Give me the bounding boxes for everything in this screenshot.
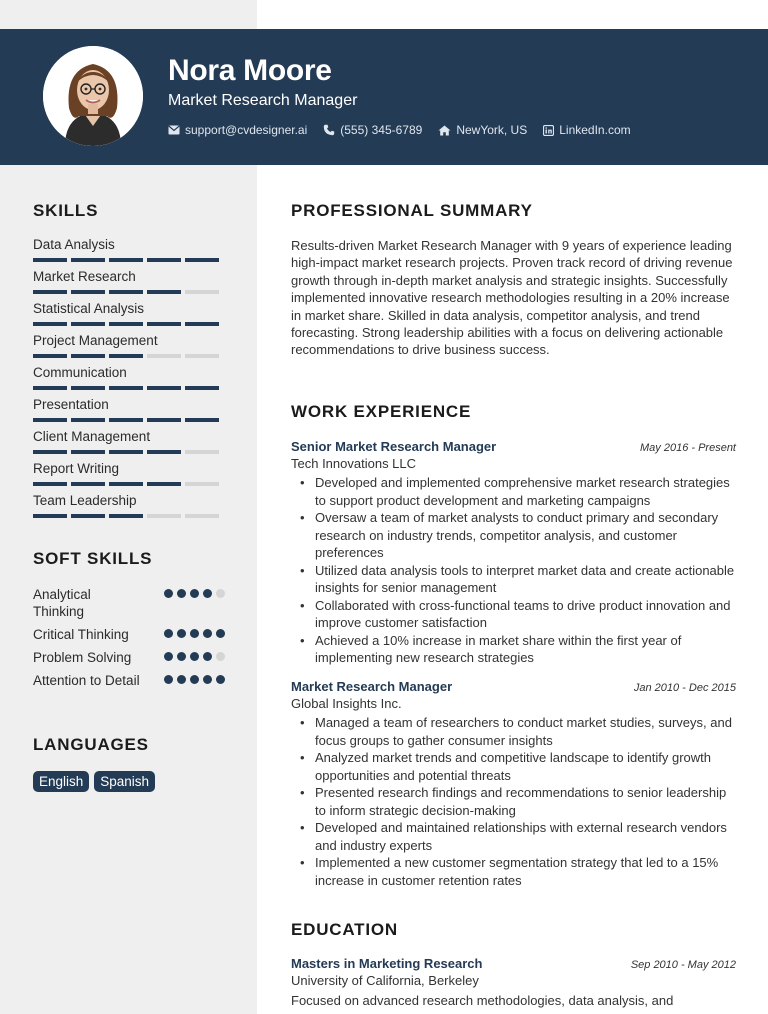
skill-list <box>33 237 223 525</box>
soft-skill-item <box>33 672 225 689</box>
soft-skill-rating <box>164 675 225 684</box>
language-badge: English <box>33 771 89 792</box>
language-badge: Spanish <box>94 771 155 792</box>
skill-level-segment <box>33 386 67 390</box>
job-dates: Jan 2010 - Dec 2015 <box>633 682 736 694</box>
rating-dot <box>177 629 186 638</box>
skill-level-bar <box>33 258 223 262</box>
rating-dot <box>190 652 199 661</box>
school-name: University of California, Berkeley <box>291 973 479 988</box>
rating-dot <box>164 629 173 638</box>
job-bullet: • Implemented a new customer segmentation strategy that led to a 15% increase in customer retention rates <box>291 854 736 889</box>
rating-dot <box>216 589 225 598</box>
contact-email[interactable] <box>168 123 307 137</box>
envelope-icon <box>168 125 180 135</box>
job-company: Tech Innovations LLC <box>291 456 417 471</box>
skill-level-segment <box>109 450 143 454</box>
skill-item <box>33 397 223 429</box>
skill-name: Project Management <box>33 333 158 348</box>
job-role: Senior Market Research Manager <box>291 439 497 454</box>
job-bullets <box>291 474 736 667</box>
candidate-title: Market Research Manager <box>168 92 358 109</box>
skill-item <box>33 429 223 461</box>
skill-level-segment <box>71 386 105 390</box>
skill-level-segment <box>33 354 67 358</box>
skill-level-segment <box>147 482 181 486</box>
skill-level-segment <box>147 514 181 518</box>
skill-level-bar <box>33 418 223 422</box>
skill-level-segment <box>147 258 181 262</box>
soft-skill-rating <box>164 629 225 638</box>
skill-level-segment <box>33 322 67 326</box>
soft-skill-name: Problem Solving <box>33 650 132 665</box>
skill-name: Team Leadership <box>33 493 137 508</box>
skill-level-segment <box>33 418 67 422</box>
skill-level-segment <box>185 514 219 518</box>
rating-dot <box>177 652 186 661</box>
skill-level-segment <box>109 322 143 326</box>
skill-level-segment <box>147 354 181 358</box>
skill-name: Communication <box>33 365 127 380</box>
soft-skill-rating <box>164 652 225 661</box>
skill-level-segment <box>185 482 219 486</box>
education-dates: Sep 2010 - May 2012 <box>630 959 736 971</box>
home-icon <box>438 125 451 136</box>
job-company: Global Insights Inc. <box>291 696 402 711</box>
soft-skill-name: Critical Thinking <box>33 627 129 642</box>
soft-skill-rating <box>164 589 225 598</box>
skill-level-segment <box>71 258 105 262</box>
skill-level-segment <box>33 258 67 262</box>
skill-item <box>33 333 223 365</box>
skill-level-segment <box>33 482 67 486</box>
skill-name: Presentation <box>33 397 109 412</box>
skill-item <box>33 493 223 525</box>
rating-dot <box>190 589 199 598</box>
rating-dot <box>164 675 173 684</box>
skill-level-bar <box>33 354 223 358</box>
job-bullet: • Managed a team of researchers to conduct market studies, surveys, and focus groups to gather consumer insights <box>291 714 736 749</box>
skill-level-segment <box>185 258 219 262</box>
soft-skill-item <box>33 586 225 620</box>
education-description: Focused on advanced research methodologies, data analysis, and <box>291 993 674 1008</box>
skill-item <box>33 269 223 301</box>
soft-skill-item <box>33 626 225 643</box>
job-dates: May 2016 - Present <box>640 442 736 454</box>
skill-level-segment <box>185 386 219 390</box>
rating-dot <box>164 652 173 661</box>
skill-item <box>33 461 223 493</box>
skill-level-bar <box>33 482 223 486</box>
skill-level-segment <box>185 418 219 422</box>
skill-level-segment <box>109 290 143 294</box>
job-bullet: • Utilized data analysis tools to interpret market data and create actionable insights for senior management <box>291 562 736 597</box>
skill-level-segment <box>147 322 181 326</box>
rating-dot <box>190 675 199 684</box>
education-heading: EDUCATION <box>291 920 398 939</box>
job-entry <box>291 439 736 667</box>
candidate-name: Nora Moore <box>168 54 332 87</box>
skill-level-segment <box>71 290 105 294</box>
skill-item <box>33 237 223 269</box>
education-entry <box>291 956 736 1010</box>
rating-dot <box>164 589 173 598</box>
skill-level-segment <box>109 514 143 518</box>
rating-dot <box>203 629 212 638</box>
skill-level-segment <box>185 322 219 326</box>
job-bullet: • Collaborated with cross-functional teams to drive product innovation and improve customer satisfaction <box>291 597 736 632</box>
summary-heading: PROFESSIONAL SUMMARY <box>291 201 533 220</box>
skill-level-bar <box>33 290 223 294</box>
degree-name: Masters in Marketing Research <box>291 956 483 971</box>
job-role: Market Research Manager <box>291 679 453 694</box>
skill-level-segment <box>109 258 143 262</box>
skill-level-segment <box>33 450 67 454</box>
skill-level-segment <box>185 290 219 294</box>
skill-name: Market Research <box>33 269 136 284</box>
skill-level-bar <box>33 386 223 390</box>
skill-level-segment <box>33 290 67 294</box>
job-bullet: • Presented research findings and recommendations to senior leadership to inform strategic decision-making <box>291 784 736 819</box>
skill-level-segment <box>33 514 67 518</box>
skill-level-bar <box>33 450 223 454</box>
skill-item <box>33 301 223 333</box>
linkedin-text: LinkedIn.com <box>559 123 631 137</box>
rating-dot <box>216 629 225 638</box>
linkedin-icon <box>543 125 554 136</box>
skill-name: Report Writing <box>33 461 120 476</box>
job-entry <box>291 679 736 889</box>
job-bullet: • Achieved a 10% increase in market share within the first year of implementing new research strategies <box>291 632 736 667</box>
skill-name: Client Management <box>33 429 151 444</box>
skill-level-segment <box>109 354 143 358</box>
job-bullet: • Developed and maintained relationships with external research vendors and industry experts <box>291 819 736 854</box>
profile-photo <box>43 46 143 146</box>
skill-level-segment <box>71 450 105 454</box>
soft-skill-item <box>33 649 225 666</box>
contact-row <box>168 123 631 137</box>
skill-level-segment <box>71 354 105 358</box>
job-bullet: • Analyzed market trends and competitive landscape to identify growth opportunities and potential threats <box>291 749 736 784</box>
job-bullets <box>291 714 736 889</box>
skill-level-segment <box>71 514 105 518</box>
soft-skill-list <box>33 586 225 695</box>
skill-level-segment <box>147 450 181 454</box>
phone-icon <box>323 124 335 136</box>
rating-dot <box>177 589 186 598</box>
location-text: NewYork, US <box>456 123 528 137</box>
job-bullet: • Oversaw a team of market analysts to conduct primary and secondary research on industry trends, competitor analysis, and customer preferences <box>291 509 736 562</box>
soft-skill-name: Analytical Thinking <box>33 587 91 619</box>
rating-dot <box>177 675 186 684</box>
skill-level-bar <box>33 514 223 518</box>
skill-level-segment <box>71 322 105 326</box>
contact-linkedin[interactable] <box>543 123 630 137</box>
soft-skill-name: Attention to Detail <box>33 673 140 688</box>
skill-level-segment <box>185 450 219 454</box>
skill-name: Statistical Analysis <box>33 301 145 316</box>
skill-level-segment <box>71 418 105 422</box>
skill-level-segment <box>71 482 105 486</box>
contact-phone[interactable] <box>323 123 422 137</box>
email-text: support@cvdesigner.ai <box>185 123 308 137</box>
skill-level-segment <box>147 386 181 390</box>
phone-text: (555) 345-6789 <box>340 123 423 137</box>
skill-item <box>33 365 223 397</box>
skill-level-segment <box>147 290 181 294</box>
language-list <box>33 771 155 792</box>
skill-level-segment <box>147 418 181 422</box>
skills-heading: SKILLS <box>33 201 99 220</box>
skill-level-segment <box>109 386 143 390</box>
summary-text: Results-driven Market Research Manager with 9 years of experience leading high-impact market research projects. Proven track record of driving revenue growth through in-depth market analysis and strategic insights. Successfully implemented innovative research methodologies resulting in a 20% increase in market share. Skilled in data analysis, competitor analysis, and trend forecasting. Strong leadership abilities with a focus on delivering actionable recommendations to drive business success. <box>291 238 733 358</box>
languages-heading: LANGUAGES <box>33 735 149 754</box>
skill-level-segment <box>109 482 143 486</box>
skill-level-bar <box>33 322 223 326</box>
skill-level-segment <box>109 418 143 422</box>
rating-dot <box>190 629 199 638</box>
rating-dot <box>216 652 225 661</box>
rating-dot <box>203 675 212 684</box>
experience-heading: WORK EXPERIENCE <box>291 402 472 421</box>
rating-dot <box>203 652 212 661</box>
soft-skills-heading: SOFT SKILLS <box>33 549 153 568</box>
skill-name: Data Analysis <box>33 237 115 252</box>
skill-level-segment <box>185 354 219 358</box>
job-bullet: • Developed and implemented comprehensive market research strategies to support product development and marketing campaigns <box>291 474 736 509</box>
rating-dot <box>203 589 212 598</box>
rating-dot <box>216 675 225 684</box>
contact-location <box>438 123 527 137</box>
